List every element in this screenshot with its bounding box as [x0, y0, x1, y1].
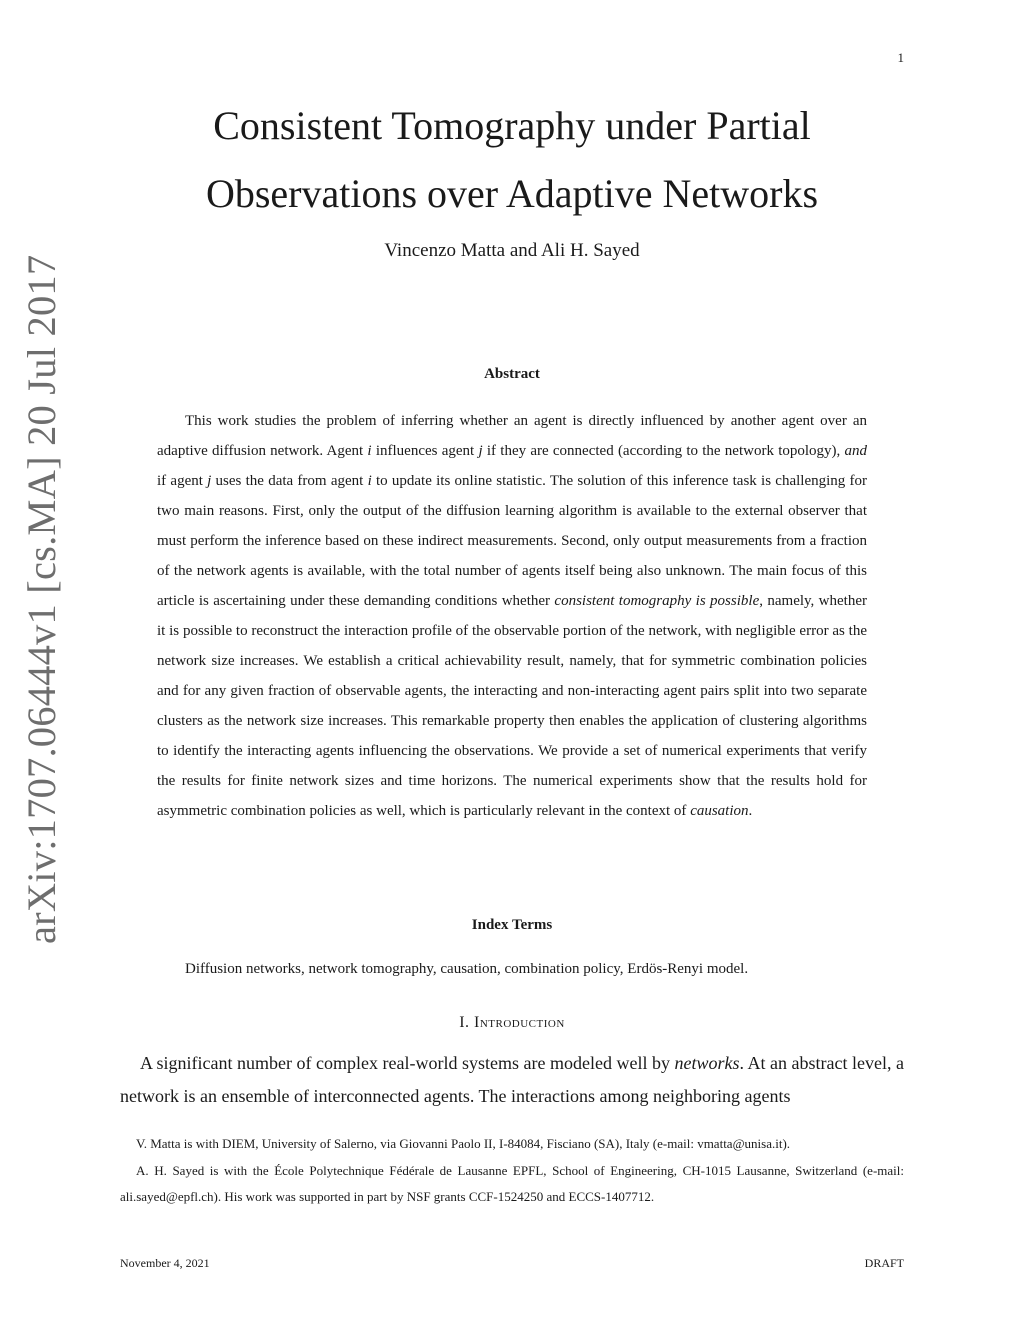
- footnote-matta: V. Matta is with DIEM, University of Salerno, via Giovanni Paolo II, I-84084, Fisciano (SA), Italy (e-mail: vmatta@unisa.it).: [136, 1136, 791, 1151]
- page-number: 1: [897, 50, 904, 65]
- abstract-text-8: .: [748, 803, 753, 819]
- math-var-j: j: [478, 443, 483, 459]
- abstract-text-4: if agent: [157, 473, 208, 489]
- title-line-2: Observations over Adaptive Networks: [205, 171, 819, 216]
- math-var-i: i: [367, 443, 372, 459]
- paper-title: [0, 92, 1024, 228]
- author-list: Vincenzo Matta and Ali H. Sayed: [384, 240, 640, 261]
- title-line-1: Consistent Tomography under Partial: [213, 103, 811, 148]
- footnote-sayed: A. H. Sayed is with the École Polytechnique Fédérale de Lausanne EPFL, School of Engineering, CH-1015 Lausanne, Switzerland (e-mail: ali.sayed@epfl.ch). His work was supported in part by NSF grants CCF-1524250 and ECCS-1407712.: [120, 1162, 904, 1204]
- introduction-paragraph: [120, 1047, 904, 1113]
- intro-text-2: . At an abstract level, a network is an ensemble of interconnected agents. The interactions among neighboring agents: [120, 1053, 904, 1106]
- math-var-j: j: [207, 473, 212, 489]
- index-terms-text: Diffusion networks, network tomography, causation, combination policy, Erdös-Renyi model.: [185, 961, 749, 977]
- footer-date: November 4, 2021: [120, 1256, 210, 1270]
- section-number: I.: [459, 1014, 470, 1031]
- abstract-text-7: , namely, whether it is possible to reconstruct the interaction profile of the observable portion of the network, with negligible error as the network size increases. We establish a critical achievability result, namely, that for symmetric combination policies and for any given fraction of observable agents, the interacting and non-interacting agent pairs split into two separate clusters as the network size increases. This remarkable property then enables the application of clustering algorithms to identify the interacting agents influencing the observations. We provide a set of numerical experiments that verify the results for finite network sizes and time horizons. The numerical experiments show that the results hold for asymmetric combination policies as well, which is particularly relevant in the context of: [157, 593, 867, 819]
- abstract-text-2: influences agent: [371, 443, 479, 459]
- section-title: Introduction: [474, 1014, 565, 1031]
- abstract-text-3: if they are connected (according to the network topology),: [482, 443, 845, 459]
- footer-draft-label: DRAFT: [864, 1256, 904, 1270]
- section-heading-introduction: [0, 1014, 1024, 1032]
- abstract-text-6: to update its online statistic. The solution of this inference task is challenging for two main reasons. First, only the output of the diffusion learning algorithm is available to the external observer that must perform the inference based on these indirect measurements. Second, only output measurements from a fraction of the network agents is available, with the total number of agents itself being also unknown. The main focus of this article is ascertaining under these demanding conditions whether: [157, 473, 868, 609]
- math-var-i: i: [367, 473, 372, 489]
- arxiv-stamp: arXiv:1707.06444v1 [cs.MA] 20 Jul 2017: [19, 254, 64, 944]
- index-terms-heading: Index Terms: [471, 917, 553, 933]
- emphasis-consistent-tomography: consistent tomography is possible: [554, 593, 760, 609]
- intro-text-1: A significant number of complex real-world systems are modeled well by: [140, 1053, 675, 1073]
- footnotes: [120, 1131, 904, 1211]
- abstract-text-5: uses the data from agent: [211, 473, 368, 489]
- emphasis-networks: networks: [674, 1053, 740, 1073]
- emphasis-and: and: [844, 443, 868, 459]
- abstract-heading: Abstract: [484, 366, 540, 382]
- emphasis-causation: causation: [690, 803, 749, 819]
- abstract-body: [157, 406, 867, 826]
- abstract-text-1: This work studies the problem of inferring whether an agent is directly influenced by another agent over an adaptive diffusion network. Agent: [157, 413, 867, 459]
